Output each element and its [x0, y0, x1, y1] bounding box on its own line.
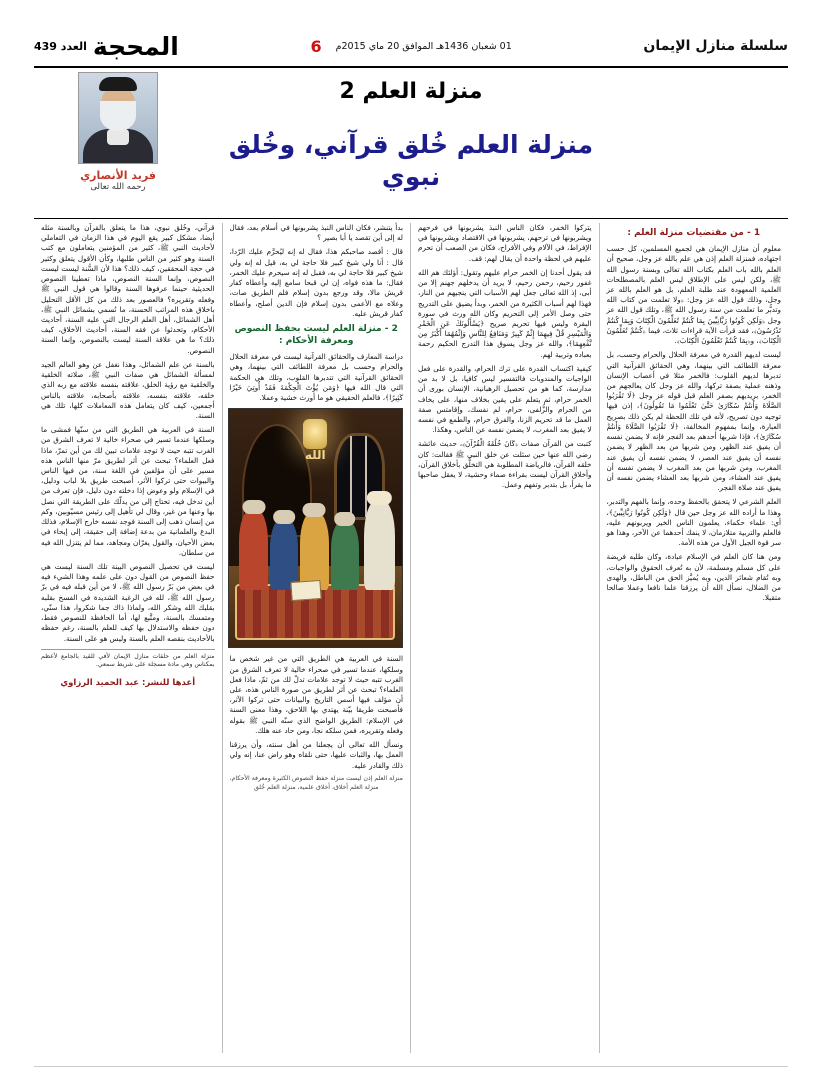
title-group	[214, 78, 608, 194]
author-name: فريد الأنصاري	[80, 169, 156, 182]
column-3	[223, 223, 412, 1053]
paragraph: دراسة المعارف والحقائق القرآنية ليست في معرفة الحلال والحرام وحسب بل معرفة اللطائف التي بينهما، وهي الحقائق القرآنية التي تتدبرها القلوب، وتلك هي الحكمة التي قال الله فيها ﴿وَمَن يُؤْتَ الْحِكْمَةَ فَقَدْ أُوتِيَ خَيْرًا كَثِيرًا﴾، فالعلم الحقيقي هو ما أورث خشية وعملا.	[229, 352, 403, 403]
author-honorific: رحمه الله تعالى	[90, 182, 146, 192]
column-1	[600, 223, 789, 1053]
prepared-by: أعدها للنشر: عبد الحميد الرزاوي	[60, 678, 196, 689]
author-portrait	[78, 72, 158, 164]
paragraph: قرآني، وخُلق نبوي، هذا ما يتعلق بالقرآن وبالسنة مثله أيضا، مشكل كبير يقع اليوم في هذا الزمان في التعاملي لأحاديث النبي ﷺ، كثير من المؤمنين يتعاملون مع كتب السنة وهو كثير من الناس طلبها، وكأن الأقول يتعلق وكثير في حجة المحققين، كيف ذلك؟ هذا لأن السُّنة ليست ليست النصوص، وإنما السنة النصوص، ماذا تعطينا النصوص الحديثية حينما عرفوها السنة وقالوا هي قول النبي ﷺ وفعله وتقريره؟ فالعصور بعد ذلك من كل الأقل التحليل باخلاق هذه المراتب الحسنة، ما نُسمي بشمائل النبي ﷺ، أهل الشمائل، أهل العلم الرجال التي عليه السنة، أحاديث الأحكام، وتحدثوا عن فقه السنة، أحاديث الأخلاق، كيف ذلك؟ ما هي علاقة السنة ليست بالنصوص، وإنما السنة النصوص.	[41, 223, 215, 355]
calligraphy-icon: الله	[304, 448, 326, 463]
figure-student	[331, 521, 359, 590]
paragraph-intro: بدأ يتنشر، فكان الناس النبذ يشربونها في أسلام بعد، فقال له إلى أين تقصد يا أبا بصير ؟	[229, 223, 403, 243]
masthead-center	[310, 37, 511, 56]
issue-number: العدد 439	[34, 39, 87, 53]
paragraph: ليست لديهم القدرة في معرفة الحلال والحرام وحسب، بل معرفة اللطائف التي بينهما، وهي الحقائق القرآنية التي تدبرها لديهم القلوب: فالخمر مثلا في أعصاب الإنسان وذهنه عملية بصفة تركها، والله عز وجل كان يعالجهم من الخمر، بريديهم بصفر العلم قبل قوله عز وجل ﴿لَا تَقْرَبُوا الصَّلَاةَ وَأَنتُمْ سُكَارَىٰ حَتَّىٰ تَعْلَمُوا مَا تَقُولُونَ﴾، إذن فيها توجيه دون تصريح، لأنه في تلك اللحظة لم يكن ذلك بصريح العبارة، وإنما بمفهوم المخالفة، ﴿لَا تَقْرَبُوا الصَّلَاةَ وَأَنتُمْ سُكَارَىٰ﴾، فإذا شربها أحدهم بعد الفجر فإنه لا يضمن نفسه أن يفيق عند الظهر، ومن شربها من بعد الظهر لا يضمن نفسه أن يفيق عند العصر، لا يضمن نفسه أن يفيق عند المغرب، ومن شربها من بعد المغرب لا يضمن نفسه أن يفيق عند العشاء، ومن شربها بعد العشاء يضمن نفسه أن يفيق عند صلاة الفجر.	[606, 350, 781, 493]
paragraph: بالسنة عن علم الشمائل، وهذا نغفل عن وهو العالم الجيد لمسألة الشمائل هي صفات النبي ﷺ، صلاته الخلقية والخلقية مع رؤية الخلق، علاقته بنفسه علاقته مع ربه الذي خلقه، علاقته بنفسه، علاقته بأصحابه، علاقته بالناس أجمعين، كيف كان يتعامل هذه المعاملات كلها، تلك هي السنة.	[41, 359, 215, 420]
figure-student	[300, 512, 329, 591]
page-title: منزلة العلم خُلق قرآني، وخُلق نبوي	[228, 129, 594, 192]
figure-student	[239, 509, 268, 590]
paragraph: يتركوا الخمر، فكان الناس النبذ يشربونها في فرحهم ويشربونها في ترحهم، يشربونها في الاقتصاد ويشربونها في الإفراط، في الآلام وفي الأفراح، فكان من الصعب أن تحرم عليهم في لحظة واحدة أن يقال لهم: قف.	[418, 223, 592, 263]
figure-teacher	[364, 500, 395, 590]
article-columns	[34, 223, 788, 1053]
section-heading-1: 1 - من مقتضيات منزلة العلم :	[627, 228, 761, 238]
column-4	[34, 223, 223, 1053]
paragraph: العلم الشرعي لا يتحقق بالحفظ وحده، وإنما بالفهم والتدبر، وهذا ما أراده الله عز وجل حين قال ﴿وَلَكِن كُونُوا رَبَّانِيِّينَ﴾، أي: علماء حكماء، يعلمون الناس الخير ويربونهم عليه، فالعلم والتربية متلازمان، لا ينفك أحدهما عن الآخر، وهذا هو سر قوة الجيل الأول من هذه الأمة.	[606, 497, 781, 548]
paragraph: كتبت من القرآن صفات ﴿كَانَ خُلُقَهُ الْقُرْآنَ﴾، حديث عائشة رضي الله عنها حين سئلت عن خلق النبي ﷺ فقالت: كان خلقه القرآن، فالرياضة المطلوبة هي التخلُّق بأخلاق القرآن، وأخلاق القرآن ليست بقراءة صماء وحشية، لا يعقل صاحبها ما يقرأ، بل بتدبر وتفهم وعمل.	[418, 439, 592, 490]
paragraph: ومن هنا كان العلم في الإسلام عبادة، وكان طلبه فريضة على كل مسلم ومسلمة، لأن به تُعرف الحقوق والواجبات، وبه تُقام شعائر الدين، وبه يُميَّز الحق من الباطل، والهدى من الضلال، نسأل الله أن يرزقنا علما نافعا وعملا صالحا متقبلا.	[606, 552, 781, 603]
masthead-left	[34, 32, 179, 61]
footer-divider	[34, 1066, 788, 1067]
paragraph: ونسأل الله تعالى أن يجعلنا من أهل سنته، وأن يرزقنا العمل بها، والثبات عليها، حتى نلقاه وهو راض عنا، إنه ولي ذلك والقادر عليه.	[229, 740, 403, 770]
page-number: 6	[310, 36, 322, 56]
publication-logo: المحجة	[92, 31, 179, 61]
paragraph: السنة في العربية هي الطريق التي من سنّها فمشى ما وسلكها عندما تسير في صحراء خالية لا تعرف الشرق من الغرب تتبه حيث لا توجد علامات تبين لك من أين تمرّ، ماذا فعل العلماء؟ تبحث عن أثر لطريق مرّ منها الناس هذه مسير على أن مؤلفين في اللغة سنة، من فيها الناس والبيوات حتى تركوا الأثر، أصبحت طريق بلا لباب ودليل، في الإسلام ولو وعوض إذا دخلته دون دليل، فإن تعرف من أين تدخل فيه، تحتاج إلى من يدلّك على الطريقة التي نصل بها وعنها من غير، وقال لي تأهيل إلى رئيس مسيّوبين، وكم من إنسان ذهب إلى السنة فوجد نفسه خارج الإسلام، فذلك البدع والعلمانية من بدعة إضافة إلى حقيقة، إلى إيحاء في بعض الأحيان، والقول يغرّان ومجاهد، مما لم يتنزل الله فيه من سلطان.	[41, 425, 215, 557]
masthead	[34, 26, 788, 68]
paragraph: السنة في العربية هي الطريق التي من غير شخص ما وسلكها، عندما تسير في صحراء خالية لا تعرف الشرق من الغرب تتبه حيث لا توجد علامات تدلّ لك من ثمّ، ماذا فعل العلماء؟ تبحث عن أثر لطريق من صورة الناس هذه، على أن مؤلف فيها أسس التاريخ والبيانات حتى تركوا الآثر، فأصبحت طريقا بيّنة يهتدي بها اللاحق، وهذا معنى السنة في الإسلام: الطريق الواضح الذي سنّه النبي ﷺ بقوله وفعله وتقريره، فمن سلكه نجا، ومن حاد عنه هلك.	[229, 654, 403, 735]
lamp-icon	[303, 419, 327, 449]
paragraph: كيفية اكتساب القدرة على ترك الحرام، والقدرة على فعل الواجبات والمندوبات فالتفسير ليس كافيا، بل لا بد من مدارسة، كما هو من تحصيل الرهبانية، الإنسان بورى أن الخمر حرام، ثم يتعلم على يقين بخلاف منها، على يخاف من الحرام والزُّلفى، حرام، لم نفسك، وإقامتس صفة العمل ما قد تحريم الزنا، والفرق حرام، والطمع في نفسه لا يفيق بعد المغرب، لا يضمن نفسه عن الناس، وهكذا.	[418, 363, 592, 435]
section-heading-2: 2 - منزلة العلم ليست بحفظ النصوص ومعرفة الأحكام :	[234, 323, 398, 347]
article-kicker: منزلة العلم 2	[339, 79, 483, 104]
series-title: سلسلة منازل الإيمان	[643, 38, 788, 54]
article-title-block	[34, 68, 788, 219]
column-2	[411, 223, 600, 1053]
paragraph: ليست في تحصيل النصوص البينة تلك السنة ليست هي حفظ النصوص من القول دون على علمه وهذا الشيء فيه في بعض من بَرّ رسول الله ﷺ، لا من أين قبله فيه في برّ رسول الله ﷺ، لله في الرغبة الشديدة في الفسخ بقلبه بقلبك الله وشكر الله، ولماذا ذاك جما شكروا، هذا سنّي، ومتمسك بالسنة، ومتَّبع لها، أما الحافظة للنصوص فقط، دون حفظه والاستدلال بها كيف للعلم بالسنة، رغم حفظه بالأحاديث بنقصه العلم بالسنة وليس هو على السنة.	[41, 562, 215, 643]
paragraph: معلوم أن منازل الإيمان هي لجميع المسلمين، كل حسب اجتهاده، فمنزلة العلم إذن هي علم بالله عز وجل، صحيح أن العلم بالله باب العلم بكتاب الله تعالى وبسنة رسول الله ﷺ، ولكن ليس على الإطلاق ليس العلم بالمصطلحات العلمية المعهودة عند طلبة العلم، بل هو العلم بالله عز وجل، وذلك قول الله عز وجل: ﴿ولا تعلمت من كتاب الله وتدبُّر ما تعلمت من سنة رسول الله ﷺ، وتلك قول الله عز وجل ﴿وَلَكِن كُونُوا رَبَّانِيِّينَ بِمَا كُنتُمْ تُعَلِّمُونَ الْكِتَابَ وَبِمَا كُنتُمْ تَدْرُسُونَ﴾، فقد قرأت الآية قراءات ثلاث، فيما ﴿كُنتُمْ تُعَلِّمُونَ الْكِتَابَ﴾، و﴿بِمَا كُنتُمْ تَعْلَمُونَ الْكِتَابَ﴾.	[606, 244, 781, 346]
footnote: منزلة العلم من حلقات منازل الإيمان لأفي للقيد بالجامع لأعظم بمكناس وهي مادة مسجلة على شريط سمعي.	[41, 649, 215, 670]
paragraph: قد يقول أحدنا إن الخمر حرام عليهم وتقول: أؤلئك هم الله غفور رحيم، رحمن رحيم، لا يريد أن يدخلهم جهنم إلا من أبى، إذ الله تعالى جعل لهم الأسباب التي ينجيهم من النار، فهذا لهم أسباب الكثيرة من الخمر، وبدأ يضيق على التدريج حتى وصل الأمر إلى التحريم وكان الله ورث في سورة البقرة وليس فيها تحريم صريح ﴿يَسْأَلُونَكَ عَنِ الْخَمْرِ وَالْمَيْسِرِ قُلْ فِيهِمَا إِثْمٌ كَبِيرٌ وَمَنَافِعُ لِلنَّاسِ وَإِثْمُهُمَا أَكْبَرُ مِن نَّفْعِهِمَا﴾، والله عز وجل يسوق هذا التدرج الحكيم رحمة بعباده وتربية لهم.	[418, 267, 592, 359]
article-illustration	[228, 408, 404, 648]
issue-date: 01 شعبان 1436هـ الموافق 20 ماي 2015م	[335, 40, 512, 52]
open-book-icon	[290, 580, 321, 601]
author-block	[38, 72, 198, 192]
figure-student	[270, 519, 298, 590]
photo-caption: منزلة العلم إذن ليست منزلة حفظ النصوص الكثيرة ومعرفة الأحكام، منزلة العلم أخلاق، أخلاق علمية، منزلة العلم خُلق	[229, 774, 403, 791]
paragraph: قال : أقصد صاحبكم هذا، فقال له إنه ليُحرَّم عليك الرّدا، قال : أنا ولي شيخ كبير فلا حاجة لي به، قيل له إنه ولي شيخ كبير فلا حاجة لي به، فقبل له إنه سيحرم عليك الخمر، فقال: ما هذه فواه، إن لي قبحا سامع إليه وأعطاه كفار قريش مالا، وقد ورجع بدون إسلام فلم الطريق صات، وعلاه مع الأعمى بدون إسلام فإن الدين أصلح، وأعطاه كفار قريش عليه.	[229, 247, 403, 318]
